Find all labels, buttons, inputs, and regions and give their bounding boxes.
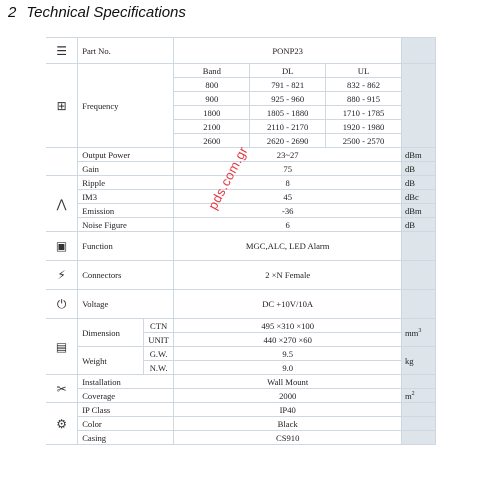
dimension-unit-text: mm (404, 327, 419, 338)
row-connectors (46, 261, 436, 290)
row-dimension-ctn (46, 319, 436, 333)
ip-class-value: IP40 (174, 403, 402, 417)
weight-gw-label: G.W. (143, 347, 174, 361)
weight-nw-value: 9.0 (174, 361, 402, 375)
signal-grid-icon: ⊞ (46, 64, 78, 148)
noise-figure-unit: dB (401, 218, 435, 232)
connectors-value: 2 ×N Female (174, 261, 402, 290)
coverage-value: 2000 (174, 389, 402, 403)
emission-label: Emission (78, 204, 174, 218)
section-title: Technical Specifications (26, 4, 186, 21)
unit-cell (401, 417, 435, 431)
watermark: pds.com.gr (205, 143, 251, 213)
gain-unit: dB (401, 162, 435, 176)
dimension-unit-label: UNIT (143, 333, 174, 347)
connectors-label: Connectors (78, 261, 174, 290)
part-no-label: Part No. (78, 38, 174, 64)
row-casing (46, 431, 436, 445)
weight-nw-label: N.W. (143, 361, 174, 375)
unit-cell (401, 38, 435, 64)
ip-class-label: IP Class (78, 403, 174, 417)
coverage-unit: $m^2$ (401, 389, 435, 403)
row-voltage (46, 290, 436, 319)
coverage-label: Coverage (78, 389, 174, 403)
freq-header-dl: DL (250, 64, 326, 78)
ripple-value: 8 (174, 176, 402, 190)
installation-value: Wall Mount (174, 375, 402, 389)
freq-band: 2100 (174, 120, 250, 134)
freq-band: 2600 (174, 134, 250, 148)
coverage-unit-text: m (404, 390, 412, 401)
ripple-label: Ripple (78, 176, 174, 190)
emission-value: -36 (174, 204, 402, 218)
freq-band: 1800 (174, 106, 250, 120)
dimension-unit: $mm^3$ (401, 319, 435, 347)
freq-dl: 925 - 960 (250, 92, 326, 106)
frequency-label: Frequency (78, 64, 174, 148)
section-number: 2 (8, 4, 17, 21)
casing-label: Casing (78, 431, 174, 445)
color-label: Color (78, 417, 174, 431)
row-ripple (46, 176, 436, 190)
unit-cell (401, 64, 435, 148)
gain-value: 75 (174, 162, 402, 176)
unit-cell (401, 431, 435, 445)
function-value: MGC,ALC, LED Alarm (174, 232, 402, 261)
freq-band: 900 (174, 92, 250, 106)
connector-icon: ⚡ (46, 261, 78, 290)
ripple-unit: dB (401, 176, 435, 190)
freq-dl: 2110 - 2170 (250, 120, 326, 134)
tools-icon: ✂ (46, 375, 78, 403)
im3-label: IM3 (78, 190, 174, 204)
voltage-value: DC +10V/10A (174, 290, 402, 319)
part-no-value: PONP23 (174, 38, 402, 64)
output-power-label: Output Power (78, 148, 174, 162)
section-heading (8, 4, 186, 21)
freq-ul: 880 - 915 (326, 92, 402, 106)
output-power-value: 23~27 (174, 148, 402, 162)
dimension-label: Dimension (78, 319, 144, 347)
freq-header-band: Band (174, 64, 250, 78)
installation-label: Installation (78, 375, 174, 389)
row-weight-gw (46, 347, 436, 361)
freq-ul: 2500 - 2570 (326, 134, 402, 148)
row-emission (46, 204, 436, 218)
noise-figure-label: Noise Figure (78, 218, 174, 232)
freq-ul: 1710 - 1785 (326, 106, 402, 120)
unit-cell (401, 403, 435, 417)
power-icon: ⏻ (46, 290, 78, 319)
row-ip-class (46, 403, 436, 417)
im3-value: 45 (174, 190, 402, 204)
output-power-unit: dBm (401, 148, 435, 162)
dimension-ctn-label: CTN (143, 319, 174, 333)
casing-value: CS910 (174, 431, 402, 445)
unit-cell (401, 290, 435, 319)
weight-gw-value: 9.5 (174, 347, 402, 361)
row-color (46, 417, 436, 431)
row-im3 (46, 190, 436, 204)
freq-dl: 791 - 821 (250, 78, 326, 92)
freq-ul: 832 - 862 (326, 78, 402, 92)
package-icon: ▤ (46, 319, 78, 375)
chip-icon: ▣ (46, 232, 78, 261)
unit-cell (401, 232, 435, 261)
dimension-unit-value: 440 ×270 ×60 (174, 333, 402, 347)
settings-icon: ⚙ (46, 403, 78, 445)
row-frequency-header (46, 64, 436, 78)
im3-unit: dBc (401, 190, 435, 204)
unit-cell (401, 261, 435, 290)
freq-dl: 1805 - 1880 (250, 106, 326, 120)
noise-figure-value: 6 (174, 218, 402, 232)
waveform-icon: ⋀ (46, 176, 78, 232)
row-part-no (46, 38, 436, 64)
function-label: Function (78, 232, 174, 261)
freq-header-ul: UL (326, 64, 402, 78)
weight-unit: kg (401, 347, 435, 375)
row-function (46, 232, 436, 261)
freq-dl: 2620 - 2690 (250, 134, 326, 148)
freq-ul: 1920 - 1980 (326, 120, 402, 134)
unit-cell (401, 375, 435, 389)
gain-label: Gain (78, 162, 174, 176)
emission-unit: dBm (401, 204, 435, 218)
spec-table (46, 37, 436, 445)
row-installation (46, 375, 436, 389)
weight-label: Weight (78, 347, 144, 375)
blank-icon-cell (46, 148, 78, 176)
row-coverage (46, 389, 436, 403)
voltage-label: Voltage (78, 290, 174, 319)
freq-band: 800 (174, 78, 250, 92)
color-value: Black (174, 417, 402, 431)
row-noise-figure (46, 218, 436, 232)
dimension-ctn-value: 495 ×310 ×100 (174, 319, 402, 333)
list-icon: ☰ (46, 38, 78, 64)
